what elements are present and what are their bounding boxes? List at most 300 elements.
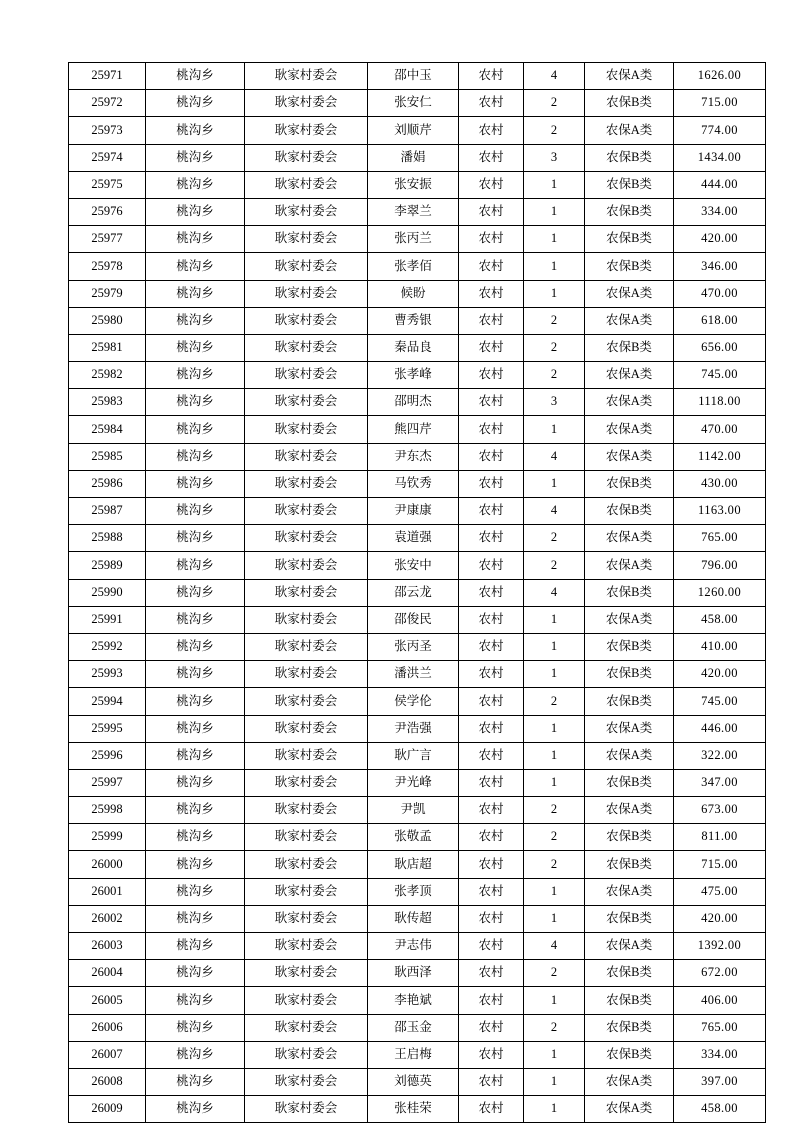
cell-type: 农村 xyxy=(459,933,524,960)
table-row xyxy=(69,905,766,932)
cell-name: 刘顺芹 xyxy=(368,117,459,144)
cell-type: 农村 xyxy=(459,633,524,660)
cell-amount: 656.00 xyxy=(674,334,766,361)
cell-town: 桃沟乡 xyxy=(146,1068,245,1095)
cell-name: 张安中 xyxy=(368,552,459,579)
cell-amount: 470.00 xyxy=(674,280,766,307)
cell-name: 李艳斌 xyxy=(368,987,459,1014)
cell-amount: 444.00 xyxy=(674,171,766,198)
cell-name: 耿广言 xyxy=(368,742,459,769)
cell-category: 农保B类 xyxy=(585,498,674,525)
cell-id: 25999 xyxy=(69,824,146,851)
cell-type: 农村 xyxy=(459,389,524,416)
cell-amount: 1118.00 xyxy=(674,389,766,416)
table-row xyxy=(69,797,766,824)
cell-category: 农保B类 xyxy=(585,661,674,688)
cell-type: 农村 xyxy=(459,552,524,579)
cell-count: 2 xyxy=(524,1014,585,1041)
cell-name: 张安振 xyxy=(368,171,459,198)
cell-category: 农保A类 xyxy=(585,280,674,307)
table-row xyxy=(69,144,766,171)
cell-name: 马钦秀 xyxy=(368,470,459,497)
cell-id: 26008 xyxy=(69,1068,146,1095)
cell-town: 桃沟乡 xyxy=(146,198,245,225)
cell-village: 耿家村委会 xyxy=(245,117,368,144)
cell-id: 25977 xyxy=(69,226,146,253)
cell-count: 1 xyxy=(524,198,585,225)
cell-type: 农村 xyxy=(459,905,524,932)
table-row xyxy=(69,334,766,361)
table-row xyxy=(69,525,766,552)
table-row xyxy=(69,1068,766,1095)
cell-amount: 397.00 xyxy=(674,1068,766,1095)
cell-category: 农保A类 xyxy=(585,416,674,443)
table-row xyxy=(69,933,766,960)
cell-village: 耿家村委会 xyxy=(245,362,368,389)
cell-id: 26003 xyxy=(69,933,146,960)
cell-category: 农保B类 xyxy=(585,960,674,987)
cell-town: 桃沟乡 xyxy=(146,688,245,715)
cell-village: 耿家村委会 xyxy=(245,90,368,117)
table-row xyxy=(69,960,766,987)
cell-name: 刘德英 xyxy=(368,1068,459,1095)
cell-town: 桃沟乡 xyxy=(146,253,245,280)
table-row xyxy=(69,470,766,497)
cell-amount: 811.00 xyxy=(674,824,766,851)
cell-village: 耿家村委会 xyxy=(245,1014,368,1041)
cell-count: 1 xyxy=(524,1096,585,1123)
cell-village: 耿家村委会 xyxy=(245,416,368,443)
cell-town: 桃沟乡 xyxy=(146,824,245,851)
cell-count: 2 xyxy=(524,525,585,552)
cell-amount: 1260.00 xyxy=(674,579,766,606)
cell-category: 农保A类 xyxy=(585,1068,674,1095)
cell-town: 桃沟乡 xyxy=(146,960,245,987)
cell-type: 农村 xyxy=(459,824,524,851)
cell-village: 耿家村委会 xyxy=(245,905,368,932)
table-row xyxy=(69,1041,766,1068)
cell-village: 耿家村委会 xyxy=(245,280,368,307)
table-row xyxy=(69,1014,766,1041)
cell-category: 农保B类 xyxy=(585,1041,674,1068)
cell-category: 农保A类 xyxy=(585,878,674,905)
cell-amount: 420.00 xyxy=(674,661,766,688)
cell-town: 桃沟乡 xyxy=(146,90,245,117)
cell-name: 潘洪兰 xyxy=(368,661,459,688)
cell-village: 耿家村委会 xyxy=(245,198,368,225)
cell-village: 耿家村委会 xyxy=(245,171,368,198)
cell-amount: 446.00 xyxy=(674,715,766,742)
cell-count: 2 xyxy=(524,362,585,389)
payment-roster-table xyxy=(68,62,766,1123)
cell-amount: 618.00 xyxy=(674,307,766,334)
cell-type: 农村 xyxy=(459,579,524,606)
cell-category: 农保A类 xyxy=(585,525,674,552)
cell-name: 熊四芹 xyxy=(368,416,459,443)
cell-category: 农保A类 xyxy=(585,797,674,824)
cell-village: 耿家村委会 xyxy=(245,1068,368,1095)
cell-type: 农村 xyxy=(459,307,524,334)
cell-category: 农保B类 xyxy=(585,987,674,1014)
cell-type: 农村 xyxy=(459,470,524,497)
cell-id: 25998 xyxy=(69,797,146,824)
cell-name: 张桂荣 xyxy=(368,1096,459,1123)
cell-name: 王启梅 xyxy=(368,1041,459,1068)
cell-count: 1 xyxy=(524,253,585,280)
cell-village: 耿家村委会 xyxy=(245,579,368,606)
table-row xyxy=(69,1096,766,1123)
cell-amount: 406.00 xyxy=(674,987,766,1014)
cell-name: 袁道强 xyxy=(368,525,459,552)
table-row xyxy=(69,226,766,253)
cell-name: 尹浩强 xyxy=(368,715,459,742)
cell-name: 张孝顶 xyxy=(368,878,459,905)
cell-category: 农保A类 xyxy=(585,715,674,742)
cell-village: 耿家村委会 xyxy=(245,253,368,280)
cell-town: 桃沟乡 xyxy=(146,171,245,198)
cell-type: 农村 xyxy=(459,1068,524,1095)
cell-count: 3 xyxy=(524,144,585,171)
cell-id: 26007 xyxy=(69,1041,146,1068)
cell-category: 农保A类 xyxy=(585,307,674,334)
cell-category: 农保B类 xyxy=(585,171,674,198)
cell-name: 尹凯 xyxy=(368,797,459,824)
cell-village: 耿家村委会 xyxy=(245,63,368,90)
cell-count: 2 xyxy=(524,90,585,117)
cell-town: 桃沟乡 xyxy=(146,307,245,334)
table-row xyxy=(69,198,766,225)
cell-town: 桃沟乡 xyxy=(146,443,245,470)
cell-count: 4 xyxy=(524,498,585,525)
cell-village: 耿家村委会 xyxy=(245,851,368,878)
cell-amount: 347.00 xyxy=(674,769,766,796)
cell-count: 1 xyxy=(524,769,585,796)
cell-town: 桃沟乡 xyxy=(146,769,245,796)
cell-id: 25982 xyxy=(69,362,146,389)
cell-type: 农村 xyxy=(459,878,524,905)
cell-count: 2 xyxy=(524,824,585,851)
cell-count: 2 xyxy=(524,688,585,715)
table-row xyxy=(69,715,766,742)
cell-id: 25996 xyxy=(69,742,146,769)
cell-amount: 1142.00 xyxy=(674,443,766,470)
cell-name: 邵俊民 xyxy=(368,606,459,633)
cell-amount: 410.00 xyxy=(674,633,766,660)
cell-name: 侯学伦 xyxy=(368,688,459,715)
cell-id: 25971 xyxy=(69,63,146,90)
cell-type: 农村 xyxy=(459,362,524,389)
cell-count: 1 xyxy=(524,878,585,905)
cell-count: 1 xyxy=(524,715,585,742)
cell-category: 农保A类 xyxy=(585,606,674,633)
cell-name: 邵中玉 xyxy=(368,63,459,90)
cell-village: 耿家村委会 xyxy=(245,334,368,361)
cell-village: 耿家村委会 xyxy=(245,307,368,334)
cell-type: 农村 xyxy=(459,334,524,361)
cell-category: 农保B类 xyxy=(585,579,674,606)
cell-village: 耿家村委会 xyxy=(245,498,368,525)
cell-village: 耿家村委会 xyxy=(245,960,368,987)
cell-amount: 765.00 xyxy=(674,1014,766,1041)
cell-amount: 334.00 xyxy=(674,1041,766,1068)
cell-town: 桃沟乡 xyxy=(146,878,245,905)
cell-id: 26009 xyxy=(69,1096,146,1123)
cell-village: 耿家村委会 xyxy=(245,688,368,715)
cell-id: 25994 xyxy=(69,688,146,715)
cell-category: 农保B类 xyxy=(585,905,674,932)
cell-amount: 745.00 xyxy=(674,362,766,389)
cell-town: 桃沟乡 xyxy=(146,416,245,443)
cell-amount: 458.00 xyxy=(674,1096,766,1123)
cell-town: 桃沟乡 xyxy=(146,987,245,1014)
table-row xyxy=(69,389,766,416)
cell-count: 3 xyxy=(524,389,585,416)
cell-amount: 475.00 xyxy=(674,878,766,905)
cell-village: 耿家村委会 xyxy=(245,715,368,742)
cell-type: 农村 xyxy=(459,1096,524,1123)
cell-amount: 715.00 xyxy=(674,90,766,117)
cell-amount: 458.00 xyxy=(674,606,766,633)
cell-village: 耿家村委会 xyxy=(245,797,368,824)
cell-category: 农保B类 xyxy=(585,334,674,361)
cell-name: 张孝峰 xyxy=(368,362,459,389)
cell-town: 桃沟乡 xyxy=(146,851,245,878)
cell-type: 农村 xyxy=(459,144,524,171)
cell-category: 农保B类 xyxy=(585,851,674,878)
cell-name: 张丙圣 xyxy=(368,633,459,660)
cell-count: 4 xyxy=(524,63,585,90)
table-row xyxy=(69,307,766,334)
cell-amount: 430.00 xyxy=(674,470,766,497)
cell-category: 农保B类 xyxy=(585,633,674,660)
cell-category: 农保A类 xyxy=(585,742,674,769)
cell-count: 4 xyxy=(524,933,585,960)
cell-type: 农村 xyxy=(459,525,524,552)
table-row xyxy=(69,579,766,606)
cell-town: 桃沟乡 xyxy=(146,606,245,633)
cell-id: 25980 xyxy=(69,307,146,334)
cell-category: 农保B类 xyxy=(585,769,674,796)
table-row xyxy=(69,416,766,443)
cell-amount: 796.00 xyxy=(674,552,766,579)
cell-name: 耿西泽 xyxy=(368,960,459,987)
table-row xyxy=(69,498,766,525)
cell-count: 1 xyxy=(524,606,585,633)
cell-name: 邵玉金 xyxy=(368,1014,459,1041)
cell-name: 尹志伟 xyxy=(368,933,459,960)
cell-village: 耿家村委会 xyxy=(245,661,368,688)
cell-id: 25972 xyxy=(69,90,146,117)
cell-village: 耿家村委会 xyxy=(245,1096,368,1123)
cell-count: 2 xyxy=(524,307,585,334)
cell-type: 农村 xyxy=(459,715,524,742)
cell-amount: 673.00 xyxy=(674,797,766,824)
cell-count: 1 xyxy=(524,661,585,688)
table-row xyxy=(69,362,766,389)
cell-id: 25979 xyxy=(69,280,146,307)
cell-count: 1 xyxy=(524,416,585,443)
cell-id: 25997 xyxy=(69,769,146,796)
cell-category: 农保A类 xyxy=(585,1096,674,1123)
cell-type: 农村 xyxy=(459,253,524,280)
cell-category: 农保B类 xyxy=(585,90,674,117)
cell-town: 桃沟乡 xyxy=(146,280,245,307)
cell-village: 耿家村委会 xyxy=(245,226,368,253)
cell-village: 耿家村委会 xyxy=(245,878,368,905)
cell-id: 25989 xyxy=(69,552,146,579)
cell-village: 耿家村委会 xyxy=(245,389,368,416)
cell-amount: 774.00 xyxy=(674,117,766,144)
cell-count: 1 xyxy=(524,1068,585,1095)
cell-count: 1 xyxy=(524,633,585,660)
cell-category: 农保B类 xyxy=(585,1014,674,1041)
cell-id: 25990 xyxy=(69,579,146,606)
cell-amount: 420.00 xyxy=(674,226,766,253)
cell-category: 农保A类 xyxy=(585,117,674,144)
cell-town: 桃沟乡 xyxy=(146,1041,245,1068)
cell-id: 26004 xyxy=(69,960,146,987)
cell-type: 农村 xyxy=(459,606,524,633)
cell-id: 25993 xyxy=(69,661,146,688)
table-row xyxy=(69,742,766,769)
cell-id: 25984 xyxy=(69,416,146,443)
cell-amount: 765.00 xyxy=(674,525,766,552)
cell-id: 25973 xyxy=(69,117,146,144)
cell-name: 尹光峰 xyxy=(368,769,459,796)
cell-count: 2 xyxy=(524,552,585,579)
cell-count: 2 xyxy=(524,117,585,144)
cell-type: 农村 xyxy=(459,90,524,117)
cell-id: 25974 xyxy=(69,144,146,171)
cell-town: 桃沟乡 xyxy=(146,525,245,552)
cell-name: 张孝佰 xyxy=(368,253,459,280)
cell-count: 2 xyxy=(524,334,585,361)
cell-village: 耿家村委会 xyxy=(245,824,368,851)
cell-type: 农村 xyxy=(459,661,524,688)
cell-count: 1 xyxy=(524,280,585,307)
cell-village: 耿家村委会 xyxy=(245,987,368,1014)
cell-village: 耿家村委会 xyxy=(245,606,368,633)
cell-name: 张敬孟 xyxy=(368,824,459,851)
cell-type: 农村 xyxy=(459,987,524,1014)
table-row xyxy=(69,824,766,851)
cell-town: 桃沟乡 xyxy=(146,797,245,824)
cell-town: 桃沟乡 xyxy=(146,498,245,525)
cell-amount: 322.00 xyxy=(674,742,766,769)
table-row xyxy=(69,987,766,1014)
cell-town: 桃沟乡 xyxy=(146,661,245,688)
table-row xyxy=(69,688,766,715)
cell-village: 耿家村委会 xyxy=(245,933,368,960)
cell-name: 曹秀银 xyxy=(368,307,459,334)
cell-count: 4 xyxy=(524,443,585,470)
cell-category: 农保B类 xyxy=(585,226,674,253)
cell-id: 25985 xyxy=(69,443,146,470)
cell-town: 桃沟乡 xyxy=(146,552,245,579)
cell-town: 桃沟乡 xyxy=(146,633,245,660)
cell-type: 农村 xyxy=(459,226,524,253)
cell-type: 农村 xyxy=(459,280,524,307)
table-row xyxy=(69,552,766,579)
cell-amount: 1392.00 xyxy=(674,933,766,960)
cell-type: 农村 xyxy=(459,769,524,796)
cell-amount: 715.00 xyxy=(674,851,766,878)
cell-amount: 1163.00 xyxy=(674,498,766,525)
cell-type: 农村 xyxy=(459,498,524,525)
cell-count: 1 xyxy=(524,470,585,497)
table-row xyxy=(69,90,766,117)
cell-id: 26001 xyxy=(69,878,146,905)
table-row xyxy=(69,633,766,660)
cell-village: 耿家村委会 xyxy=(245,470,368,497)
cell-category: 农保B类 xyxy=(585,144,674,171)
cell-type: 农村 xyxy=(459,688,524,715)
cell-count: 1 xyxy=(524,226,585,253)
cell-amount: 672.00 xyxy=(674,960,766,987)
cell-category: 农保A类 xyxy=(585,933,674,960)
cell-count: 1 xyxy=(524,171,585,198)
table-row xyxy=(69,851,766,878)
cell-type: 农村 xyxy=(459,416,524,443)
cell-id: 25975 xyxy=(69,171,146,198)
cell-village: 耿家村委会 xyxy=(245,742,368,769)
cell-name: 张丙兰 xyxy=(368,226,459,253)
cell-town: 桃沟乡 xyxy=(146,362,245,389)
cell-town: 桃沟乡 xyxy=(146,579,245,606)
cell-id: 25987 xyxy=(69,498,146,525)
cell-village: 耿家村委会 xyxy=(245,633,368,660)
cell-count: 2 xyxy=(524,960,585,987)
cell-town: 桃沟乡 xyxy=(146,334,245,361)
cell-id: 26005 xyxy=(69,987,146,1014)
cell-village: 耿家村委会 xyxy=(245,1041,368,1068)
cell-town: 桃沟乡 xyxy=(146,905,245,932)
table-row xyxy=(69,878,766,905)
cell-amount: 334.00 xyxy=(674,198,766,225)
cell-name: 秦品良 xyxy=(368,334,459,361)
cell-id: 25986 xyxy=(69,470,146,497)
cell-name: 耿传超 xyxy=(368,905,459,932)
cell-type: 农村 xyxy=(459,797,524,824)
cell-id: 25983 xyxy=(69,389,146,416)
cell-village: 耿家村委会 xyxy=(245,443,368,470)
cell-id: 25976 xyxy=(69,198,146,225)
cell-town: 桃沟乡 xyxy=(146,742,245,769)
cell-category: 农保B类 xyxy=(585,470,674,497)
cell-category: 农保B类 xyxy=(585,688,674,715)
cell-town: 桃沟乡 xyxy=(146,63,245,90)
cell-type: 农村 xyxy=(459,63,524,90)
cell-amount: 745.00 xyxy=(674,688,766,715)
cell-name: 尹康康 xyxy=(368,498,459,525)
table-row xyxy=(69,63,766,90)
table-row xyxy=(69,253,766,280)
cell-count: 1 xyxy=(524,1041,585,1068)
cell-count: 1 xyxy=(524,742,585,769)
cell-town: 桃沟乡 xyxy=(146,226,245,253)
cell-name: 潘娟 xyxy=(368,144,459,171)
cell-town: 桃沟乡 xyxy=(146,470,245,497)
cell-id: 25981 xyxy=(69,334,146,361)
cell-id: 25992 xyxy=(69,633,146,660)
cell-type: 农村 xyxy=(459,742,524,769)
table-row xyxy=(69,443,766,470)
table-row xyxy=(69,171,766,198)
cell-village: 耿家村委会 xyxy=(245,144,368,171)
cell-category: 农保B类 xyxy=(585,824,674,851)
cell-category: 农保B类 xyxy=(585,198,674,225)
cell-type: 农村 xyxy=(459,960,524,987)
